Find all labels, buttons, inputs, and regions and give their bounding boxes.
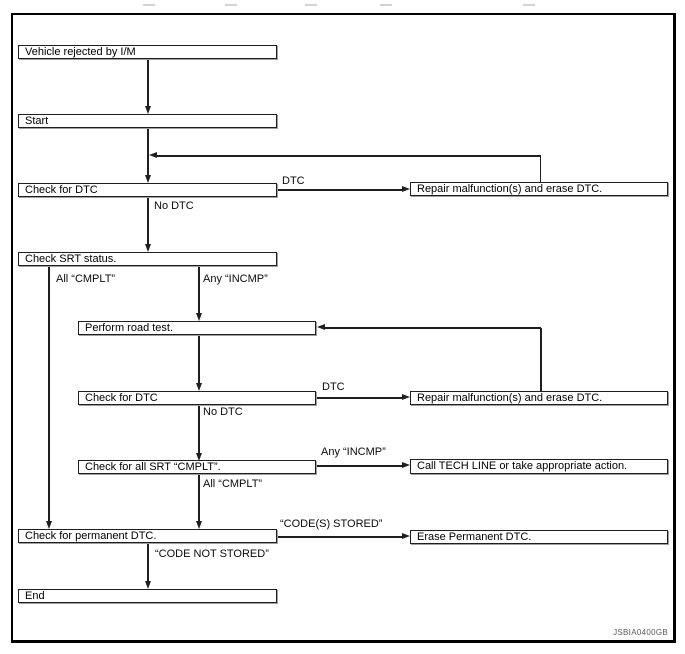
edge-repair1-feedback-vertical [540,156,542,182]
node-start: Start [18,114,277,128]
edge-roadtest-to-checkdtc2 [198,335,200,383]
edge-codenotstored-to-end [147,543,149,581]
edge-nodtc1-to-checksrt [147,197,149,244]
edge-repair2-feedback-vertical [540,328,542,391]
edge-dtc1-to-repair1 [277,189,402,191]
node-erase-permanent-dtc: Erase Permanent DTC. [410,530,668,544]
node-check-permanent-dtc: Check for permanent DTC. [18,529,277,543]
arrowhead-right-icon [402,394,410,400]
arrowhead-right-icon [402,533,410,539]
edge-label-no-dtc-1: No DTC [154,200,194,212]
edge-allcmplt2-to-checkpermanent [198,474,200,521]
figure-reference-code: JSBIA0400GB [613,628,668,637]
node-check-all-srt-cmplt: Check for all SRT “CMPLT”. [78,460,316,474]
node-end: End [18,589,277,603]
arrowhead-down-icon [145,581,151,589]
edge-label-dtc-1: DTC [282,175,305,187]
edge-label-no-dtc-2: No DTC [203,406,243,418]
arrowhead-down-icon [46,521,52,529]
scan-artifact-dash [143,4,155,6]
node-check-dtc-2: Check for DTC [78,391,316,405]
scan-artifact-dash [305,4,317,6]
edge-label-all-cmplt-1: All “CMPLT” [56,273,116,285]
node-call-tech-line: Call TECH LINE or take appropriate action. [410,459,668,474]
arrowhead-left-icon [149,152,157,158]
arrowhead-right-icon [402,186,410,192]
arrowhead-down-icon [145,175,151,183]
edge-label-any-incmp-2: Any “INCMP” [321,446,386,458]
arrowhead-down-icon [196,383,202,391]
edge-dtc2-to-repair2 [316,397,402,399]
edge-anyincmp1-to-roadtest [198,266,200,313]
arrowhead-down-icon [196,521,202,529]
scan-artifact-dash [523,4,535,6]
node-check-srt-status: Check SRT status. [18,252,277,266]
edge-label-any-incmp-1: Any “INCMP” [203,273,268,285]
arrowhead-left-icon [317,324,325,330]
edge-label-all-cmplt-2: All “CMPLT” [203,478,263,490]
edge-label-code-not-stored: “CODE NOT STORED” [155,548,269,560]
scan-artifact-dash [380,4,392,6]
arrowhead-down-icon [196,313,202,321]
node-perform-road-test: Perform road test. [78,321,316,335]
node-vehicle-rejected: Vehicle rejected by I/M [18,45,277,59]
edge-nodtc2-to-checkallsrt [198,405,200,453]
arrowhead-down-icon [145,244,151,252]
arrowhead-right-icon [402,462,410,468]
edge-repair2-feedback-horizontal [325,327,541,329]
edge-repair1-feedback-horizontal [157,155,541,157]
node-repair-erase-dtc-1: Repair malfunction(s) and erase DTC. [410,182,668,196]
arrowhead-down-icon [145,106,151,114]
scan-artifact-dash [225,4,237,6]
node-repair-erase-dtc-2: Repair malfunction(s) and erase DTC. [410,391,668,405]
edge-label-dtc-2: DTC [322,381,345,393]
edge-vehicle-to-start [147,59,149,106]
edge-anyincmp2-to-calltech [316,465,402,467]
edge-codesstored-to-erase [277,536,402,538]
edge-label-codes-stored: “CODE(S) STORED” [280,518,383,530]
node-check-dtc-1: Check for DTC [18,183,277,197]
edge-allcmplt1-to-checkpermanent [48,266,50,521]
